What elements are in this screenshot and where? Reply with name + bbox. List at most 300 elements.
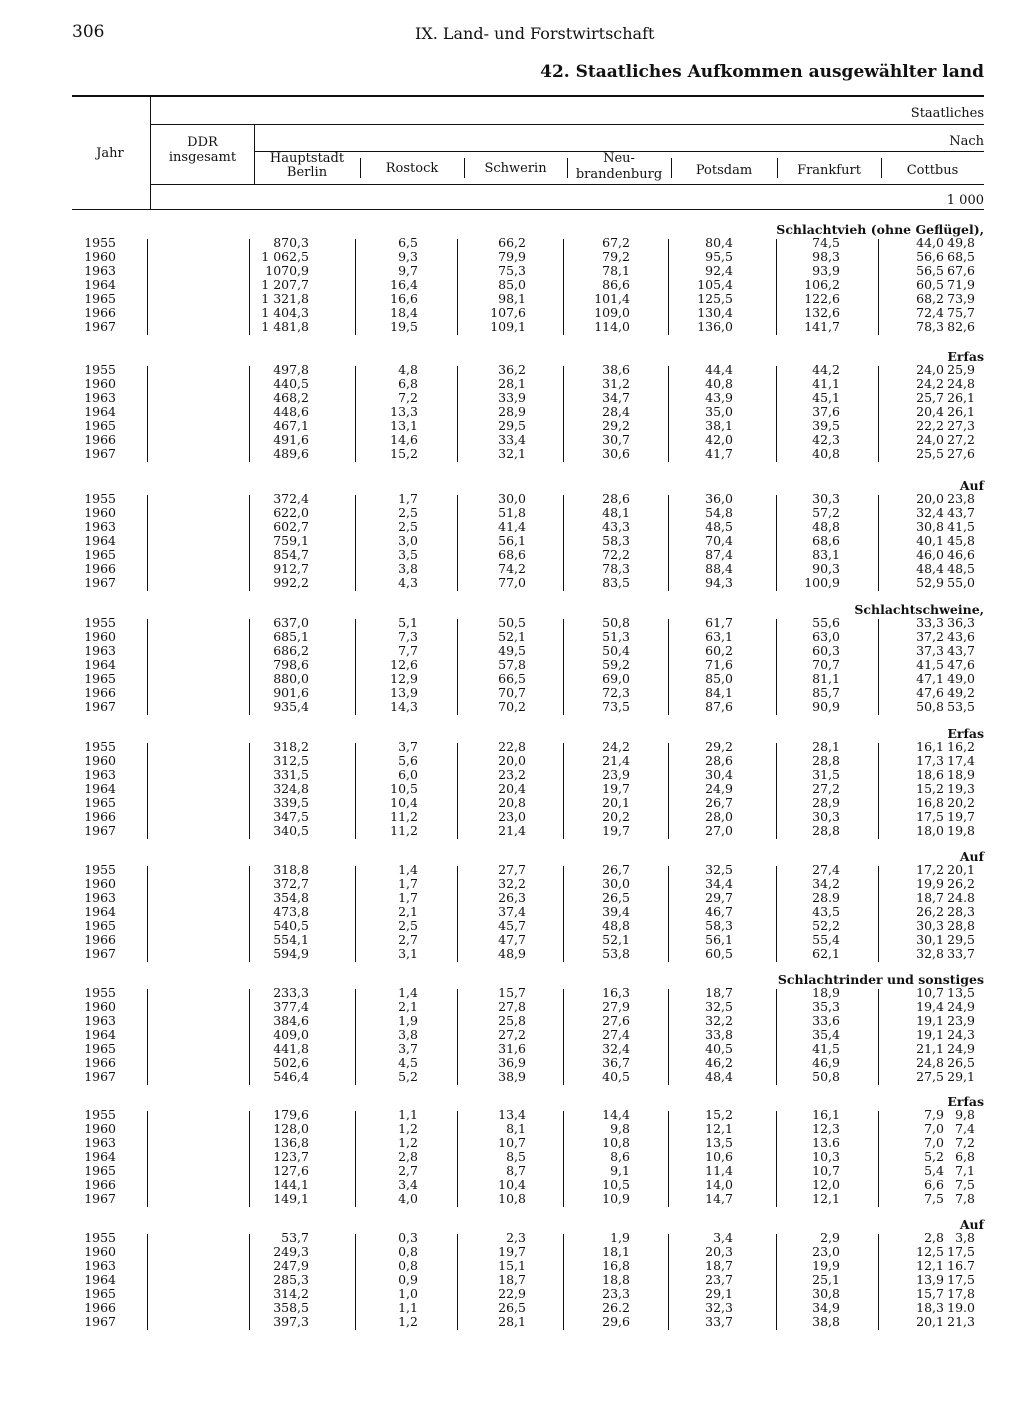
value-cell: 18,3 bbox=[916, 1300, 944, 1315]
value-cell: 870,3 bbox=[273, 235, 309, 250]
value-cell: 132,6 bbox=[804, 305, 840, 320]
value-cell: 78,3 bbox=[916, 319, 944, 334]
year-cell: 1963 bbox=[84, 643, 116, 658]
value-cell: 67,6 bbox=[947, 263, 975, 278]
year-cell: 1964 bbox=[84, 277, 116, 292]
value-cell: 3,7 bbox=[398, 739, 418, 754]
table-row bbox=[72, 1000, 984, 1014]
value-cell: 854,7 bbox=[273, 547, 309, 562]
value-cell: 42,0 bbox=[705, 432, 733, 447]
value-cell: 28,8 bbox=[812, 823, 840, 838]
value-cell: 52,9 bbox=[916, 575, 944, 590]
value-cell: 5,6 bbox=[398, 753, 418, 768]
table-row bbox=[72, 1245, 984, 1259]
value-cell: 12,5 bbox=[916, 1244, 944, 1259]
value-cell: 22,9 bbox=[498, 1286, 526, 1301]
table-row bbox=[72, 236, 984, 250]
table-section bbox=[72, 1094, 984, 1210]
table-row bbox=[72, 264, 984, 278]
table-row bbox=[72, 377, 984, 391]
value-cell: 72,4 bbox=[916, 305, 944, 320]
value-cell: 122,6 bbox=[804, 291, 840, 306]
value-cell: 18,0 bbox=[916, 823, 944, 838]
value-cell: 2,5 bbox=[398, 519, 418, 534]
value-cell: 13,5 bbox=[705, 1135, 733, 1150]
value-cell: 8,1 bbox=[506, 1121, 526, 1136]
value-cell: 19,9 bbox=[916, 876, 944, 891]
value-cell: 935,4 bbox=[273, 699, 309, 714]
value-cell: 27,5 bbox=[916, 1069, 944, 1084]
value-cell: 71,6 bbox=[705, 657, 733, 672]
value-cell: 21,4 bbox=[498, 823, 526, 838]
year-cell: 1960 bbox=[84, 1121, 116, 1136]
year-cell: 1966 bbox=[84, 685, 116, 700]
value-cell: 27,6 bbox=[947, 446, 975, 461]
value-cell: 12,9 bbox=[390, 671, 418, 686]
value-cell: 53,7 bbox=[281, 1230, 309, 1245]
header-col-cottbus: Cottbus bbox=[906, 163, 959, 178]
value-cell: 33,8 bbox=[705, 1027, 733, 1042]
year-cell: 1960 bbox=[84, 505, 116, 520]
value-cell: 46,6 bbox=[947, 547, 975, 562]
value-cell: 7,0 bbox=[924, 1135, 944, 1150]
value-cell: 18,9 bbox=[812, 985, 840, 1000]
value-cell: 57,2 bbox=[812, 505, 840, 520]
table-row bbox=[72, 1164, 984, 1178]
header-col-schwerin: Schwerin bbox=[484, 161, 547, 176]
value-cell: 47,6 bbox=[947, 657, 975, 672]
value-cell: 37,2 bbox=[916, 629, 944, 644]
value-cell: 28,1 bbox=[812, 739, 840, 754]
value-cell: 10,4 bbox=[390, 795, 418, 810]
table-row bbox=[72, 700, 984, 714]
value-cell: 2,7 bbox=[398, 932, 418, 947]
year-cell: 1963 bbox=[84, 1013, 116, 1028]
value-cell: 32,2 bbox=[705, 1013, 733, 1028]
value-cell: 491,6 bbox=[273, 432, 309, 447]
year-cell: 1964 bbox=[84, 781, 116, 796]
value-cell: 56,1 bbox=[498, 533, 526, 548]
value-cell: 372,4 bbox=[273, 491, 309, 506]
value-cell: 43,7 bbox=[947, 505, 975, 520]
value-cell: 12,6 bbox=[390, 657, 418, 672]
value-cell: 19,3 bbox=[947, 781, 975, 796]
value-cell: 49,5 bbox=[498, 643, 526, 658]
value-cell: 98,1 bbox=[498, 291, 526, 306]
table-row bbox=[72, 1028, 984, 1042]
staatliches-rule bbox=[150, 124, 984, 125]
table-row bbox=[72, 548, 984, 562]
value-cell: 1,2 bbox=[398, 1314, 418, 1329]
value-cell: 48,5 bbox=[705, 519, 733, 534]
value-cell: 2,7 bbox=[398, 1163, 418, 1178]
value-cell: 38,1 bbox=[705, 418, 733, 433]
value-cell: 18,4 bbox=[390, 305, 418, 320]
value-cell: 44,4 bbox=[705, 362, 733, 377]
year-cell: 1955 bbox=[84, 739, 116, 754]
value-cell: 1,4 bbox=[398, 985, 418, 1000]
value-cell: 27,6 bbox=[602, 1013, 630, 1028]
table-row bbox=[72, 1136, 984, 1150]
value-cell: 16,2 bbox=[947, 739, 975, 754]
table-section bbox=[72, 1217, 984, 1333]
value-cell: 40,8 bbox=[705, 376, 733, 391]
value-cell: 40,1 bbox=[916, 533, 944, 548]
value-cell: 29,2 bbox=[602, 418, 630, 433]
value-cell: 36,2 bbox=[498, 362, 526, 377]
value-cell: 24,0 bbox=[916, 362, 944, 377]
value-cell: 33,9 bbox=[498, 390, 526, 405]
value-cell: 12,1 bbox=[812, 1191, 840, 1206]
value-cell: 1 321,8 bbox=[261, 291, 309, 306]
table-row bbox=[72, 919, 984, 933]
year-cell: 1965 bbox=[84, 795, 116, 810]
year-cell: 1963 bbox=[84, 519, 116, 534]
value-cell: 912,7 bbox=[273, 561, 309, 576]
value-cell: 109,1 bbox=[490, 319, 526, 334]
value-cell: 2,9 bbox=[820, 1230, 840, 1245]
value-cell: 106,2 bbox=[804, 277, 840, 292]
value-cell: 33,6 bbox=[812, 1013, 840, 1028]
value-cell: 32,4 bbox=[916, 505, 944, 520]
table-row bbox=[72, 891, 984, 905]
value-cell: 46,9 bbox=[812, 1055, 840, 1070]
value-cell: 75,7 bbox=[947, 305, 975, 320]
value-cell: 27,4 bbox=[602, 1027, 630, 1042]
year-cell: 1965 bbox=[84, 547, 116, 562]
table-row bbox=[72, 1108, 984, 1122]
value-cell: 23,0 bbox=[812, 1244, 840, 1259]
value-cell: 440,5 bbox=[273, 376, 309, 391]
value-cell: 179,6 bbox=[273, 1107, 309, 1122]
value-cell: 13,9 bbox=[916, 1272, 944, 1287]
value-cell: 8,7 bbox=[506, 1163, 526, 1178]
value-cell: 34,9 bbox=[812, 1300, 840, 1315]
value-cell: 31,5 bbox=[812, 767, 840, 782]
table-row bbox=[72, 672, 984, 686]
value-cell: 2,5 bbox=[398, 918, 418, 933]
value-cell: 7,2 bbox=[398, 390, 418, 405]
value-cell: 24,2 bbox=[602, 739, 630, 754]
value-cell: 18,7 bbox=[498, 1272, 526, 1287]
value-cell: 685,1 bbox=[273, 629, 309, 644]
table-row bbox=[72, 1231, 984, 1245]
year-cell: 1966 bbox=[84, 305, 116, 320]
table-row bbox=[72, 1122, 984, 1136]
value-cell: 28,0 bbox=[705, 809, 733, 824]
value-cell: 25,7 bbox=[916, 390, 944, 405]
year-cell: 1966 bbox=[84, 1177, 116, 1192]
value-cell: 18,6 bbox=[916, 767, 944, 782]
value-cell: 4,0 bbox=[398, 1191, 418, 1206]
value-cell: 40,5 bbox=[602, 1069, 630, 1084]
value-cell: 2,8 bbox=[924, 1230, 944, 1245]
value-cell: 50,5 bbox=[498, 615, 526, 630]
value-cell: 28,8 bbox=[947, 918, 975, 933]
value-cell: 21,1 bbox=[916, 1041, 944, 1056]
value-cell: 25,9 bbox=[947, 362, 975, 377]
year-cell: 1966 bbox=[84, 561, 116, 576]
year-cell: 1955 bbox=[84, 985, 116, 1000]
value-cell: 74,5 bbox=[812, 235, 840, 250]
value-cell: 901,6 bbox=[273, 685, 309, 700]
value-cell: 48,1 bbox=[602, 505, 630, 520]
value-cell: 57,8 bbox=[498, 657, 526, 672]
value-cell: 47,1 bbox=[916, 671, 944, 686]
value-cell: 51,3 bbox=[602, 629, 630, 644]
value-cell: 247,9 bbox=[273, 1258, 309, 1273]
year-cell: 1960 bbox=[84, 249, 116, 264]
year-cell: 1955 bbox=[84, 235, 116, 250]
value-cell: 93,9 bbox=[812, 263, 840, 278]
value-cell: 880,0 bbox=[273, 671, 309, 686]
year-cell: 1967 bbox=[84, 1191, 116, 1206]
value-cell: 26,2 bbox=[916, 904, 944, 919]
value-cell: 30,1 bbox=[916, 932, 944, 947]
section-label: Erfas bbox=[947, 726, 984, 741]
value-cell: 3,8 bbox=[398, 561, 418, 576]
value-cell: 10,5 bbox=[602, 1177, 630, 1192]
value-cell: 28.9 bbox=[812, 890, 840, 905]
value-cell: 12,1 bbox=[705, 1121, 733, 1136]
table-row bbox=[72, 576, 984, 590]
value-cell: 50,4 bbox=[602, 643, 630, 658]
value-cell: 468,2 bbox=[273, 390, 309, 405]
table-row bbox=[72, 405, 984, 419]
value-cell: 1,7 bbox=[398, 491, 418, 506]
table-row bbox=[72, 1070, 984, 1084]
value-cell: 3,5 bbox=[398, 547, 418, 562]
value-cell: 24,0 bbox=[916, 432, 944, 447]
value-cell: 50,8 bbox=[812, 1069, 840, 1084]
table-row bbox=[72, 520, 984, 534]
value-cell: 46,0 bbox=[916, 547, 944, 562]
header-jahr-divider bbox=[150, 96, 151, 210]
year-cell: 1966 bbox=[84, 932, 116, 947]
value-cell: 13,3 bbox=[390, 404, 418, 419]
value-cell: 29,6 bbox=[602, 1314, 630, 1329]
value-cell: 7,0 bbox=[924, 1121, 944, 1136]
table-section bbox=[72, 602, 984, 718]
value-cell: 5,2 bbox=[398, 1069, 418, 1084]
table-row bbox=[72, 630, 984, 644]
value-cell: 48,5 bbox=[947, 561, 975, 576]
value-cell: 20,8 bbox=[498, 795, 526, 810]
value-cell: 331,5 bbox=[273, 767, 309, 782]
value-cell: 25,8 bbox=[498, 1013, 526, 1028]
section-rows bbox=[72, 863, 984, 961]
year-cell: 1966 bbox=[84, 1055, 116, 1070]
value-cell: 52,1 bbox=[498, 629, 526, 644]
value-cell: 10,8 bbox=[602, 1135, 630, 1150]
value-cell: 0,8 bbox=[398, 1244, 418, 1259]
value-cell: 46,7 bbox=[705, 904, 733, 919]
value-cell: 7,9 bbox=[924, 1107, 944, 1122]
table-row bbox=[72, 933, 984, 947]
value-cell: 30,7 bbox=[602, 432, 630, 447]
value-cell: 27,9 bbox=[602, 999, 630, 1014]
table-row bbox=[72, 740, 984, 754]
value-cell: 41,5 bbox=[916, 657, 944, 672]
table-row bbox=[72, 986, 984, 1000]
value-cell: 17,2 bbox=[916, 862, 944, 877]
year-cell: 1967 bbox=[84, 946, 116, 961]
year-cell: 1967 bbox=[84, 319, 116, 334]
table-row bbox=[72, 644, 984, 658]
value-cell: 36,3 bbox=[947, 615, 975, 630]
value-cell: 1,7 bbox=[398, 876, 418, 891]
value-cell: 1,2 bbox=[398, 1121, 418, 1136]
value-cell: 1 207,7 bbox=[261, 277, 309, 292]
value-cell: 397,3 bbox=[273, 1314, 309, 1329]
value-cell: 39,4 bbox=[602, 904, 630, 919]
value-cell: 29,1 bbox=[947, 1069, 975, 1084]
year-cell: 1967 bbox=[84, 1314, 116, 1329]
value-cell: 7,1 bbox=[955, 1163, 975, 1178]
value-cell: 141,7 bbox=[804, 319, 840, 334]
table-row bbox=[72, 1056, 984, 1070]
value-cell: 24,9 bbox=[705, 781, 733, 796]
value-cell: 83,5 bbox=[602, 575, 630, 590]
year-cell: 1965 bbox=[84, 418, 116, 433]
value-cell: 409,0 bbox=[273, 1027, 309, 1042]
value-cell: 7,5 bbox=[955, 1177, 975, 1192]
value-cell: 19,8 bbox=[947, 823, 975, 838]
value-cell: 30,3 bbox=[812, 809, 840, 824]
value-cell: 28,1 bbox=[498, 376, 526, 391]
table-row bbox=[72, 447, 984, 461]
value-cell: 92,4 bbox=[705, 263, 733, 278]
value-cell: 1 062,5 bbox=[261, 249, 309, 264]
value-cell: 489,6 bbox=[273, 446, 309, 461]
value-cell: 21,4 bbox=[602, 753, 630, 768]
value-cell: 9,8 bbox=[955, 1107, 975, 1122]
header-col-frankfurt: Frankfurt bbox=[797, 163, 861, 178]
value-cell: 68,5 bbox=[947, 249, 975, 264]
value-cell: 4,5 bbox=[398, 1055, 418, 1070]
value-cell: 38,6 bbox=[602, 362, 630, 377]
value-cell: 18,7 bbox=[916, 890, 944, 905]
chapter-title: IX. Land- und Forstwirtschaft bbox=[415, 24, 655, 43]
value-cell: 318,2 bbox=[273, 739, 309, 754]
header-bottom-rule bbox=[72, 209, 984, 210]
table-row bbox=[72, 658, 984, 672]
value-cell: 48,9 bbox=[498, 946, 526, 961]
value-cell: 85,0 bbox=[498, 277, 526, 292]
value-cell: 75,3 bbox=[498, 263, 526, 278]
value-cell: 15,2 bbox=[705, 1107, 733, 1122]
value-cell: 53,8 bbox=[602, 946, 630, 961]
year-cell: 1960 bbox=[84, 1244, 116, 1259]
year-cell: 1964 bbox=[84, 404, 116, 419]
value-cell: 16,1 bbox=[916, 739, 944, 754]
value-cell: 12,1 bbox=[916, 1258, 944, 1273]
table-row bbox=[72, 768, 984, 782]
header-col-berlin: Berlin bbox=[286, 165, 328, 180]
value-cell: 31,2 bbox=[602, 376, 630, 391]
section-label: Auf bbox=[959, 1217, 984, 1232]
value-cell: 28,1 bbox=[498, 1314, 526, 1329]
value-cell: 43,7 bbox=[947, 643, 975, 658]
value-cell: 30,3 bbox=[916, 918, 944, 933]
value-cell: 992,2 bbox=[273, 575, 309, 590]
value-cell: 637,0 bbox=[273, 615, 309, 630]
value-cell: 32,4 bbox=[602, 1041, 630, 1056]
header-col-brandenburg: brandenburg bbox=[575, 167, 663, 182]
value-cell: 27,2 bbox=[812, 781, 840, 796]
value-cell: 19,5 bbox=[390, 319, 418, 334]
value-cell: 32,1 bbox=[498, 446, 526, 461]
value-cell: 28,6 bbox=[602, 491, 630, 506]
value-cell: 24,2 bbox=[916, 376, 944, 391]
value-cell: 31,6 bbox=[498, 1041, 526, 1056]
table-row bbox=[72, 616, 984, 630]
table-row bbox=[72, 824, 984, 838]
value-cell: 3,1 bbox=[398, 946, 418, 961]
table-row bbox=[72, 1192, 984, 1206]
value-cell: 66,5 bbox=[498, 671, 526, 686]
value-cell: 249,3 bbox=[273, 1244, 309, 1259]
value-cell: 53,5 bbox=[947, 699, 975, 714]
value-cell: 27,3 bbox=[947, 418, 975, 433]
value-cell: 49,2 bbox=[947, 685, 975, 700]
value-cell: 30,0 bbox=[602, 876, 630, 891]
value-cell: 14,0 bbox=[705, 1177, 733, 1192]
value-cell: 18,1 bbox=[602, 1244, 630, 1259]
value-cell: 10,4 bbox=[498, 1177, 526, 1192]
value-cell: 83,1 bbox=[812, 547, 840, 562]
value-cell: 48,4 bbox=[916, 561, 944, 576]
value-cell: 26,5 bbox=[498, 1300, 526, 1315]
header-col-rostock: Rostock bbox=[385, 161, 439, 176]
value-cell: 17,3 bbox=[916, 753, 944, 768]
value-cell: 72,2 bbox=[602, 547, 630, 562]
value-cell: 1,1 bbox=[398, 1107, 418, 1122]
year-cell: 1960 bbox=[84, 629, 116, 644]
table-title: 42. Staatliches Aufkommen ausgewählter land bbox=[540, 62, 984, 82]
table-section bbox=[72, 726, 984, 842]
table-section bbox=[72, 222, 984, 338]
table-row bbox=[72, 1178, 984, 1192]
value-cell: 81,1 bbox=[812, 671, 840, 686]
value-cell: 1 404,3 bbox=[261, 305, 309, 320]
value-cell: 73,9 bbox=[947, 291, 975, 306]
value-cell: 20,2 bbox=[602, 809, 630, 824]
value-cell: 71,9 bbox=[947, 277, 975, 292]
value-cell: 23,8 bbox=[947, 491, 975, 506]
value-cell: 34,2 bbox=[812, 876, 840, 891]
value-cell: 6,0 bbox=[398, 767, 418, 782]
value-cell: 377,4 bbox=[273, 999, 309, 1014]
value-cell: 26,5 bbox=[947, 1055, 975, 1070]
value-cell: 17,5 bbox=[916, 809, 944, 824]
value-cell: 29,5 bbox=[498, 418, 526, 433]
header-unit: 1 000 bbox=[946, 193, 984, 208]
table-row bbox=[72, 433, 984, 447]
value-cell: 6,8 bbox=[955, 1149, 975, 1164]
value-cell: 23,7 bbox=[705, 1272, 733, 1287]
year-cell: 1967 bbox=[84, 446, 116, 461]
value-cell: 10,7 bbox=[812, 1163, 840, 1178]
value-cell: 340,5 bbox=[273, 823, 309, 838]
value-cell: 1070,9 bbox=[265, 263, 309, 278]
value-cell: 19,7 bbox=[602, 781, 630, 796]
value-cell: 314,2 bbox=[273, 1286, 309, 1301]
table-row bbox=[72, 562, 984, 576]
table-row bbox=[72, 1150, 984, 1164]
year-cell: 1966 bbox=[84, 1300, 116, 1315]
value-cell: 24,8 bbox=[916, 1055, 944, 1070]
